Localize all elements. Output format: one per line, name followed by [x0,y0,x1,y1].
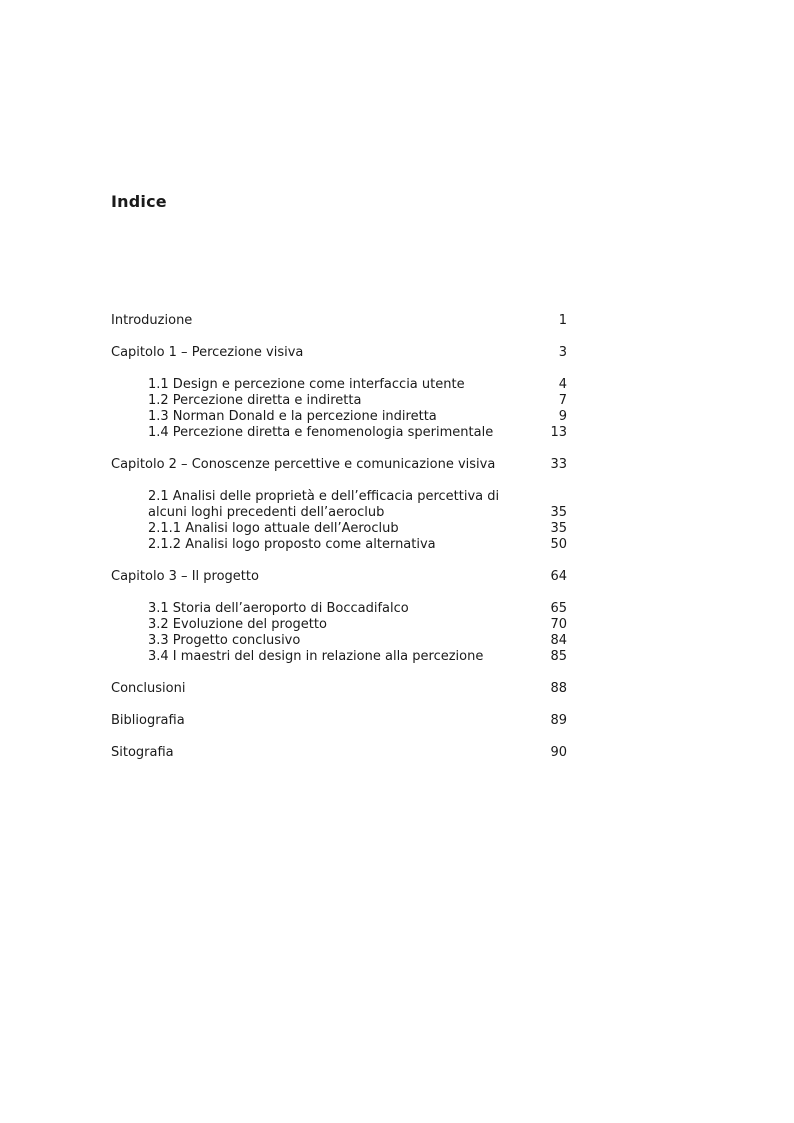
toc-entry-label: 3.3 Progetto conclusivo [148,633,301,648]
toc-entry-page: 70 [550,617,567,632]
toc-entry-3-3[interactable] [111,633,567,649]
toc-entry-page: 9 [558,409,567,424]
toc-entry-label: 1.2 Percezione diretta e indiretta [148,393,362,408]
toc-entry-label: Bibliografia [111,713,185,728]
toc-entry-label: 1.1 Design e percezione come interfaccia utente [148,377,465,392]
toc-entry-3-1[interactable] [111,601,567,617]
toc-entry-2-1[interactable] [111,489,567,521]
toc-entry-label: 2.1.2 Analisi logo proposto come alternativa [148,537,436,552]
table-of-contents [111,313,567,761]
toc-entry-page: 89 [550,713,567,728]
toc-entry-label: 3.1 Storia dell’aeroporto di Boccadifalco [148,601,409,616]
toc-entry-page: 85 [550,649,567,664]
toc-entry-page: 33 [550,457,567,472]
toc-entry-page: 84 [550,633,567,648]
toc-entry-page: 65 [550,601,567,616]
toc-entry-label: 3.4 I maestri del design in relazione alla percezione [148,649,484,664]
toc-entry-page: 35 [550,505,567,520]
toc-entry-label: Conclusioni [111,681,186,696]
toc-entry-2-1-2[interactable] [111,537,567,553]
toc-entry-bibliografia[interactable] [111,713,567,729]
toc-entry-1-3[interactable] [111,409,567,425]
toc-entry-page: 1 [558,313,567,328]
toc-entry-page: 13 [550,425,567,440]
toc-entry-page: 7 [558,393,567,408]
page-title: Indice [111,192,167,211]
toc-entry-introduzione[interactable] [111,313,567,329]
toc-entry-chapter-2[interactable] [111,457,567,473]
toc-entry-label: 3.2 Evoluzione del progetto [148,617,327,632]
toc-entry-page: 3 [558,345,567,360]
toc-entry-label: 1.4 Percezione diretta e fenomenologia sperimentale [148,425,494,440]
toc-entry-3-4[interactable] [111,649,567,665]
toc-entry-chapter-3[interactable] [111,569,567,585]
toc-entry-label: Introduzione [111,313,193,328]
toc-entry-label: 1.3 Norman Donald e la percezione indiretta [148,409,437,424]
toc-entry-2-1-1[interactable] [111,521,567,537]
toc-entry-page: 50 [550,537,567,552]
toc-entry-label: Capitolo 1 – Percezione visiva [111,345,304,360]
toc-entry-page: 35 [550,521,567,536]
toc-entry-label: 2.1 Analisi delle proprietà e dell’efficacia percettiva di alcuni loghi precedenti dell’aeroclub [148,489,500,520]
toc-entry-label: Capitolo 2 – Conoscenze percettive e comunicazione visiva [111,457,496,472]
toc-entry-chapter-1[interactable] [111,345,567,361]
toc-entry-3-2[interactable] [111,617,567,633]
toc-entry-page: 4 [558,377,567,392]
toc-entry-1-1[interactable] [111,377,567,393]
toc-entry-1-4[interactable] [111,425,567,441]
toc-entry-label: Sitografia [111,745,174,760]
toc-entry-conclusioni[interactable] [111,681,567,697]
toc-entry-page: 88 [550,681,567,696]
toc-entry-sitografia[interactable] [111,745,567,761]
toc-entry-page: 90 [550,745,567,760]
toc-entry-page: 64 [550,569,567,584]
toc-entry-label: Capitolo 3 – Il progetto [111,569,259,584]
toc-entry-1-2[interactable] [111,393,567,409]
toc-entry-label: 2.1.1 Analisi logo attuale dell’Aeroclub [148,521,399,536]
